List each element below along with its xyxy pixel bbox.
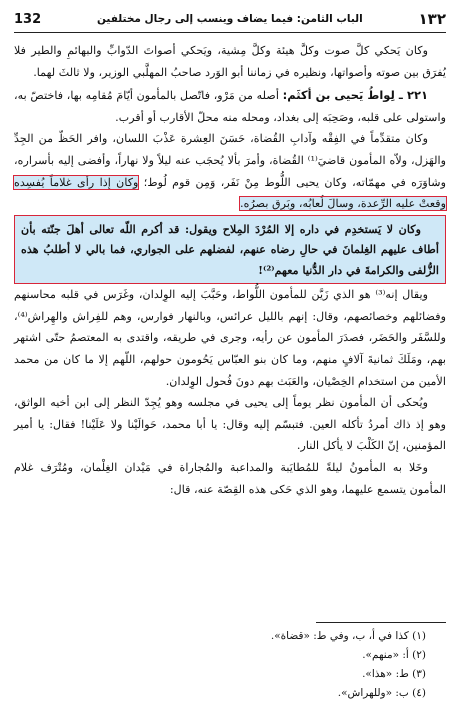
footnote-divider xyxy=(316,622,446,623)
paragraph: وخَلا به المأمونُ ليلةً للمُطايَبة والمداعبة والمُجاراة في مَيْدان الغِلْمان، ومُتْرَف غلام المأمون يتسمع عليهما، وهو الذي حَكى هذه القِصّة عنه، قال: xyxy=(14,461,446,496)
paragraph-text: وكان متقدِّماً في الفِقْه وآدابِ القُضاة، حَسَنَ العِشرة عَذْبَ اللسان، وافر الحَظّ من الجِدِّ والهَزل، ولاّه المأمون قاضيَ⁽¹⁾ القُضاة، وأمرَ بألا يُحجَب عنه ليلاً ولا نهاراً، وأفضى إليه بأسراره، وشاوَرَه في مهمّاته، وكان يحيى اللُّوط مِنْ نَفَر، وَمِن قوم لُوط؛ xyxy=(14,132,446,189)
paragraph: وكان يَحكي كلَّ صوت وكلَّ هيئة وكلَّ مِشية، ويَحكي أصواتَ الدّوابِّ والبهائمِ والطير فلا يُفرَق بين صوته وأصواتها، ونظيره في زماننا أبو الوَرد صاحبُ المهلَّبي الوزير، ولا ثالثَ لهما. xyxy=(14,44,446,79)
page-number-arabic: ١٣٢ xyxy=(418,10,446,28)
footnote: (١) كذا في أ، ب، وفي ط: «قضاة». xyxy=(270,630,426,642)
highlighted-sentence: وكان إذا رأى غلاماً يُفسِده وقعتْ عليه الرِّعدة، وسالَ لُعابُه، وبَرِق بصرُه. xyxy=(14,175,446,211)
highlighted-quote: وكان لا يَستخدِم في داره إلا المُرْدَ المِلاح ويقول: قد أكرم اللّه تعالى أهلَ جنّته بأن أطاف عليهم الغِلمانَ في حالِ رضاه عنهم، لفضلهم على الجواري، فما بالي لا أطلبُ هذه الزُّلفى والكرامةَ في دار الدُّنيا معهم⁽²⁾! xyxy=(14,215,446,285)
section-paragraph xyxy=(14,85,446,128)
page-number-latin: 132 xyxy=(14,11,42,27)
footnote: (٢) أ: «منهم». xyxy=(362,649,426,661)
page-header xyxy=(14,6,446,33)
paragraph: ويقال إنه⁽³⁾ هو الذي زَيَّن للمأمون اللُّواط، وحَبَّبَ إليه الوِلدان، وغَرَس في قلبه محاسنهم وفضائلهم وخصائصهم، وقال: إنهم بالليل عرائس، وبالنهار فوارس، وهم للفِراش والهِراش⁽⁴⁾، وللسَّفَر والحَضَر، فصدَرَ المأمون عن رأيه، وجرى في طريقه، واقتدى به المعتصمُ حتّى اشتهر بهم، ومَلَكَ ثمانيةَ آلافٍ منهم، وما كان بنو العبّاس يَحُومون حولهم، اللّهم إلا ما كان من محمد الأمين من استخدام الخِصْيان، والعَبَث بهم دونَ فُحول الوِلدان. xyxy=(14,288,446,388)
section-text: أصله من مَرْو، فاتّصل بالمأمون أيّامَ مُقامِه بها، فاختصّ به، واستولى على قلبه، وصَحِبَه إلى بغداد، ومحله منه محلّ الأقارب أو أقرب. xyxy=(14,89,446,124)
footnote: (٤) ب: «وللهراش». xyxy=(337,687,426,699)
paragraph xyxy=(14,128,446,214)
running-title: الباب الثامن: فيما يضاف وينسب إلى رجال مختلفين xyxy=(96,13,363,25)
paragraph: ويُحكى أن المأمون نظر يوماً إلى يحيى في مجلسه وهو يُجِدّ النظر إلى ابن أخيه الواثق، وهو إذ ذاك أمردُ تأكله العين. فتبسّم إليه وقال: يا أبا محمد، حَوالَيْنا ولا عَلَيْنا! فقال: يا أمير المؤمنين، إنّ الكَلْبَ لا يأكل النار. xyxy=(14,396,446,453)
main-text xyxy=(14,40,446,500)
section-heading: ٢٢١ ـ لِواطُ يَحيى بن أكثَم: xyxy=(282,88,428,103)
footnotes xyxy=(14,622,446,703)
footnote: (٣) ط: «هذا». xyxy=(362,668,426,680)
